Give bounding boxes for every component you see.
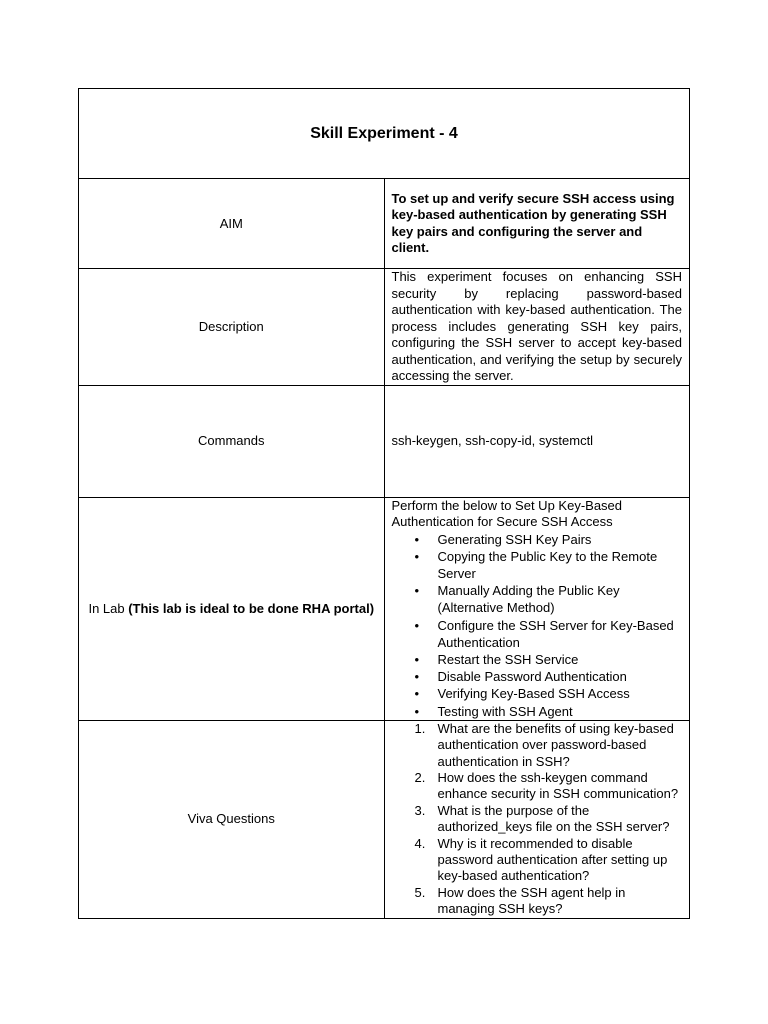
aim-label: AIM: [79, 179, 385, 269]
bullet-icon: •: [414, 531, 420, 547]
task-text: Manually Adding the Public Key (Alternative Method): [437, 583, 620, 616]
bullet-icon: •: [414, 669, 420, 685]
task-text: Testing with SSH Agent: [437, 703, 573, 719]
task-text: Verifying Key-Based SSH Access: [437, 686, 630, 702]
bullet-icon: •: [414, 686, 420, 702]
list-item: [392, 668, 683, 685]
question-text: What are the benefits of using key-based authentication over password-based authentication in SSH?: [437, 720, 674, 769]
page-title: Skill Experiment - 4: [79, 89, 690, 179]
list-item: [392, 885, 683, 918]
question-number: 5.: [414, 884, 426, 900]
description-content: [384, 269, 690, 386]
task-text: Disable Password Authentication: [437, 669, 627, 685]
task-text: Copying the Public Key to the Remote Server: [437, 548, 658, 581]
question-text: What is the purpose of the authorized_keys file on the SSH server?: [437, 802, 670, 835]
list-item: [392, 770, 683, 803]
question-text: Why is it recommended to disable password authentication after setting up key-based authentication?: [437, 835, 668, 884]
question-number: 2.: [414, 769, 426, 785]
description-text: This experiment focuses on enhancing SSH security by replacing password-based authentication with key-based authentication. The process includes generating SSH key pairs, configuring the SSH server to accept key-based authentication, and verifying the setup by securely accessing the server.: [391, 269, 682, 383]
in-lab-label-plain: In Lab: [88, 600, 129, 616]
experiment-table: [78, 88, 690, 919]
in-lab-row: [79, 497, 690, 720]
list-item: [392, 703, 683, 720]
bullet-icon: •: [414, 583, 420, 599]
bullet-icon: •: [414, 703, 420, 719]
commands-content: [384, 385, 690, 497]
viva-question-list: [392, 721, 683, 918]
in-lab-intro: Perform the below to Set Up Key-Based Authentication for Secure SSH Access: [391, 497, 623, 529]
viva-label: Viva Questions: [79, 720, 385, 918]
list-item: [392, 548, 683, 582]
aim-content: [384, 179, 690, 269]
question-number: 4.: [414, 835, 426, 851]
commands-text: ssh-keygen, ssh-copy-id, systemctl: [391, 432, 594, 448]
list-item: [392, 803, 683, 836]
in-lab-task-list: [392, 531, 683, 720]
task-text: Restart the SSH Service: [437, 651, 579, 667]
question-text: How does the SSH agent help in managing SSH keys?: [437, 884, 626, 917]
aim-row: [79, 179, 690, 269]
question-number: 1.: [414, 720, 426, 736]
title-row: [79, 89, 690, 179]
in-lab-label: [79, 497, 385, 720]
viva-row: [79, 720, 690, 918]
bullet-icon: •: [414, 548, 420, 564]
in-lab-label-note: (This lab is ideal to be done RHA portal): [128, 600, 375, 616]
list-item: [392, 721, 683, 770]
question-number: 3.: [414, 802, 426, 818]
task-text: Configure the SSH Server for Key-Based Authentication: [437, 617, 674, 650]
description-label: Description: [79, 269, 385, 386]
description-row: [79, 269, 690, 386]
question-text: How does the ssh-keygen command enhance security in SSH communication?: [437, 769, 679, 802]
task-text: Generating SSH Key Pairs: [437, 531, 592, 547]
list-item: [392, 582, 683, 616]
list-item: [392, 531, 683, 548]
list-item: [392, 617, 683, 651]
commands-label: Commands: [79, 385, 385, 497]
bullet-icon: •: [414, 651, 420, 667]
list-item: [392, 836, 683, 885]
viva-content: [384, 720, 690, 918]
commands-row: [79, 385, 690, 497]
bullet-icon: •: [414, 617, 420, 633]
list-item: [392, 685, 683, 702]
aim-text: To set up and verify secure SSH access using key-based authentication by generating SSH key pairs and configuring the server and client.: [391, 190, 675, 255]
list-item: [392, 651, 683, 668]
in-lab-content: [384, 497, 690, 720]
